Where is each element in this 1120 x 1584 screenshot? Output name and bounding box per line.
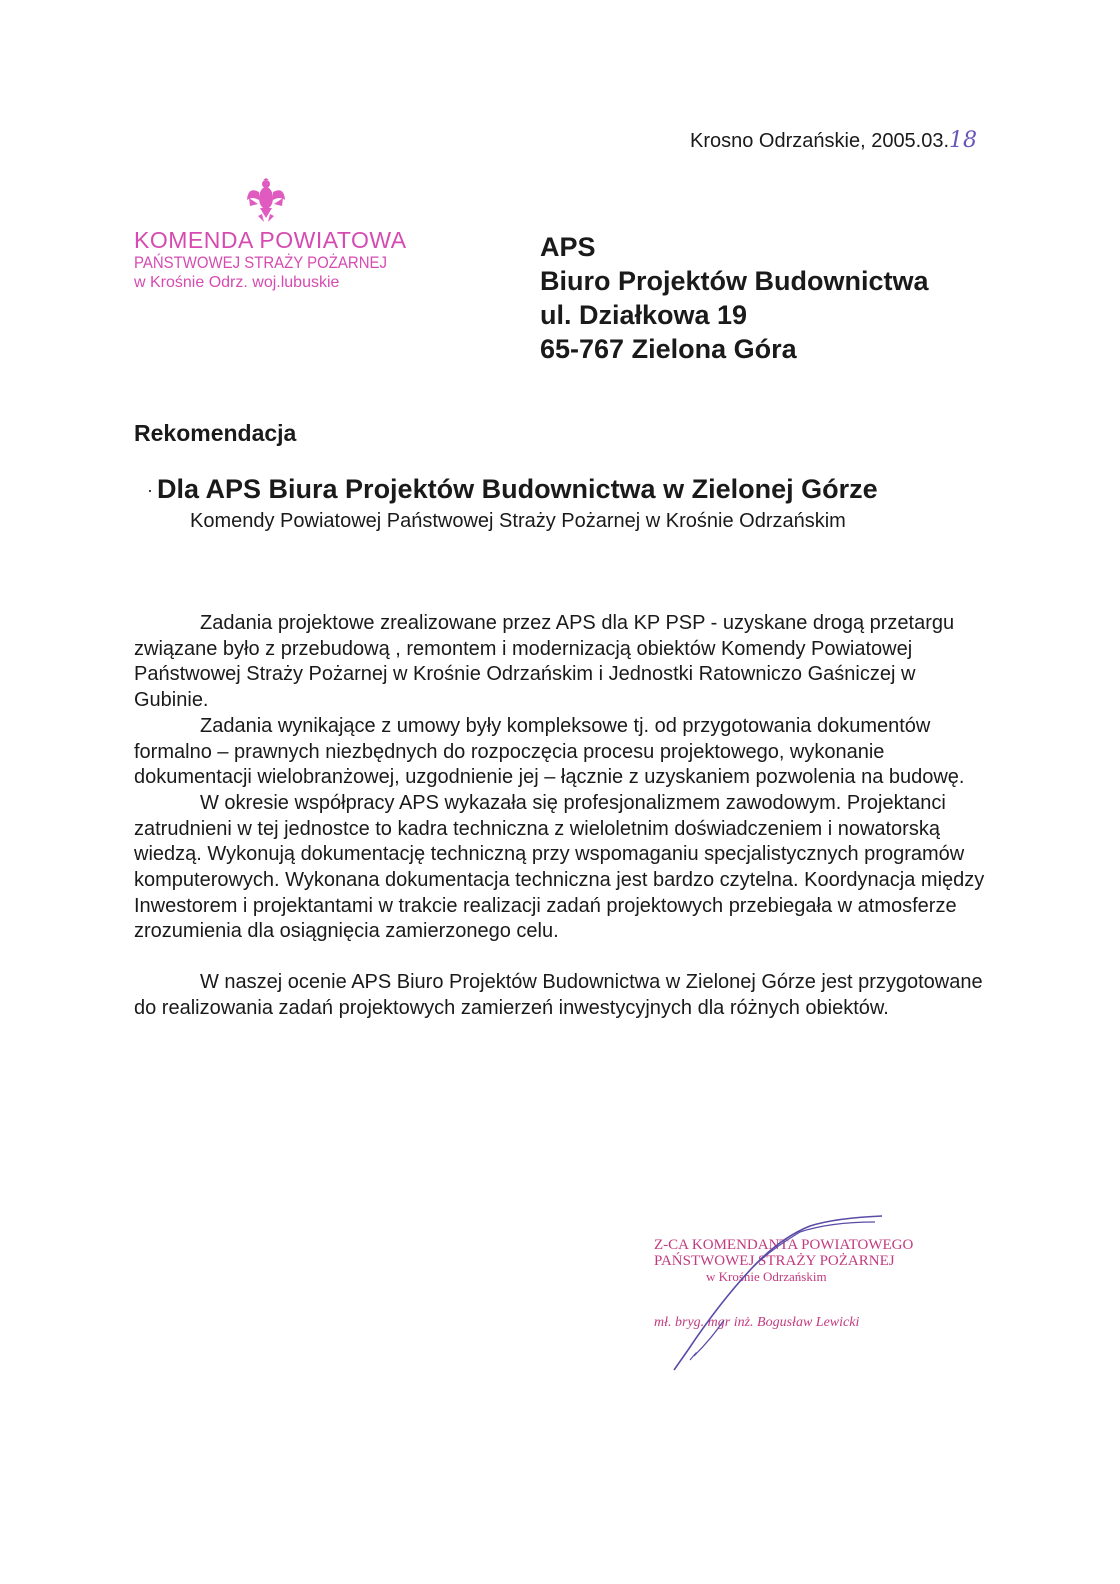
recipient-line3: ul. Działkowa 19	[540, 300, 748, 330]
handwritten-signature	[660, 1210, 900, 1380]
letter-subject: Rekomendacja	[134, 420, 297, 446]
recipient-line1: APS	[540, 232, 596, 262]
recipient-line4: 65-767 Zielona Góra	[540, 334, 797, 364]
stamp-bottom-line1: Z-CA KOMENDANTA POWIATOWEGO	[654, 1237, 914, 1253]
date-prefix: Krosno Odrzańskie, 2005.03.	[690, 130, 950, 152]
body-paragraph-1: Zadania projektowe zrealizowane przez APS dla KP PSP - uzyskane drogą przetargu związane było z przebudową , remontem i modernizacją obiektów Komendy Powiatowej Państwowej Straży Pożarnej w Krośnie Odrzańskim i Jednostki Ratowniczo Gaśniczej w Gubinie.	[134, 612, 955, 712]
body-paragraph-4: W naszej ocenie APS Biuro Projektów Budownictwa w Zielonej Górze jest przygotowane do realizowania zadań projektowych zamierzeń inwestycyjnych dla różnych obiektów.	[134, 971, 983, 1019]
stamp-bottom-line3: w Krośnie Odrzańskim	[706, 1269, 827, 1284]
recipient-line2: Biuro Projektów Budownictwa	[540, 266, 929, 296]
stamp-top-line1: KOMENDA POWIATOWA	[134, 227, 407, 253]
body-paragraph-2: Zadania wynikające z umowy były kompleksowe tj. od przygotowania dokumentów formalno – prawnych niezbędnych do rozpoczęcia procesu projektowego, wykonanie dokumentacji wielobranżowej, uzgodnienie jej – łącznie z uzyskaniem pozwolenia na budowę.	[134, 714, 965, 789]
eagle-emblem-icon	[246, 178, 286, 222]
letter-body	[134, 611, 994, 1022]
letter-subtitle: Komendy Powiatowej Państwowej Straży Pożarnej w Krośnie Odrzańskim	[190, 510, 846, 532]
fire-department-stamp	[134, 178, 407, 292]
stamp-bottom-signatory: mł. bryg. mgr inż. Bogusław Lewicki	[654, 1315, 860, 1330]
stamp-bottom-line2: PAŃSTWOWEJ STRAŻY POŻARNEJ	[654, 1253, 895, 1269]
stamp-top-line3: w Krośnie Odrz. woj.lubuskie	[134, 274, 340, 291]
date-day-handwritten: 18	[949, 128, 978, 153]
stamp-top-line2: PAŃSTWOWEJ STRAŻY POŻARNEJ	[134, 253, 387, 272]
stray-dot: ·	[147, 480, 153, 500]
letter-title: Dla APS Biura Projektów Budownictwa w Zielonej Górze	[157, 474, 878, 504]
letter-date	[690, 128, 977, 153]
recipient-address	[540, 230, 929, 366]
body-paragraph-3: W okresie współpracy APS wykazała się profesjonalizmem zawodowym. Projektanci zatrudnieni w tej jednostce to kadra techniczna z wieloletnim doświadczeniem i nowatorską wiedzą. Wykonują dokumentację techniczną przy wspomaganiu specjalistycznych programów komputerowych. Wykonana dokumentacja techniczna jest bardzo czytelna. Koordynacja między Inwestorem i projektantami w trakcie realizacji zadań projektowych przebiegała w atmosferze zrozumienia dla osiągnięcia zamierzonego celu.	[134, 791, 985, 943]
